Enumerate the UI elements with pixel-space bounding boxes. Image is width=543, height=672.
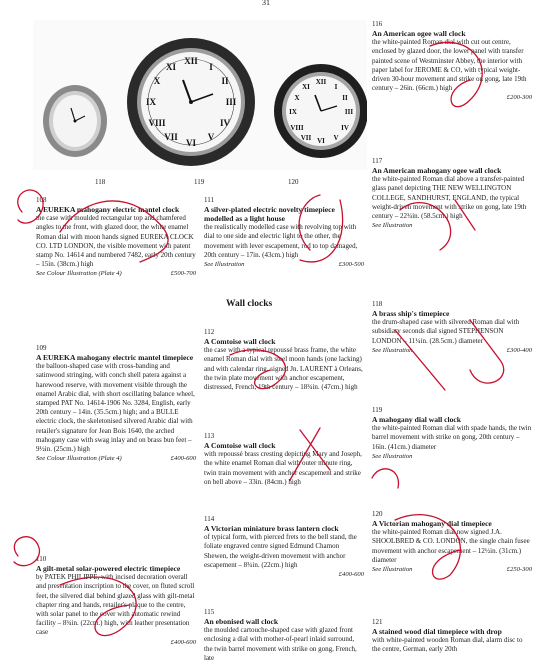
svg-text:III: III bbox=[344, 108, 354, 116]
svg-text:IV: IV bbox=[341, 124, 349, 132]
lot-title: A Victorian miniature brass lantern clock bbox=[204, 524, 339, 534]
svg-text:XI: XI bbox=[165, 62, 177, 72]
svg-text:IX: IX bbox=[289, 108, 297, 116]
photo-caption-119: 119 bbox=[194, 178, 205, 186]
lot-description: with white-painted wooden Roman dial, alarm disc to the centre, German, early 20th bbox=[372, 636, 523, 654]
lot-title: An ebonised wall clock bbox=[204, 617, 279, 627]
lot-number: 108 bbox=[36, 196, 47, 204]
lot-number: 115 bbox=[204, 608, 215, 616]
svg-text:I: I bbox=[209, 62, 213, 72]
lot-description: the white-painted Roman dial with spade hands, the twin barrel movement with strike on gong, 20th century – 16in. (41cm.) diameter bbox=[372, 424, 532, 451]
svg-text:XII: XII bbox=[315, 78, 327, 86]
lot-120 bbox=[372, 510, 532, 574]
estimate: £300-500 bbox=[338, 261, 364, 269]
lot-number: 111 bbox=[204, 196, 214, 204]
lot-description: the white-painted Roman dial above a transfer-painted glass panel depicting THE NEW WELLINGTON COLLEGE, SANDHURST, ENGLAND, the typical weight-driven movement with strike on gong, late 19th century – 22¾in. (58.5cm.) high bbox=[372, 175, 527, 221]
lot-title: A Comtoise wall clock bbox=[204, 441, 276, 451]
lot-footer bbox=[372, 565, 532, 574]
svg-text:X: X bbox=[294, 94, 300, 102]
lot-number: 117 bbox=[372, 157, 383, 165]
svg-text:IX: IX bbox=[145, 97, 157, 107]
illustration-note: See Illustration bbox=[204, 261, 245, 269]
lot-description: of typical form, with pierced frets to the bell stand, the foliate engraved centre signed Edmund Chamon Shewen, the weight-driven movement with anchor escapement – 8¾in. (22cm.) high bbox=[204, 533, 357, 569]
lot-description: the white-painted Roman dial with cut out centre, enclosed by glazed door, the lower panel with transfer painted scene of Westminster Abbey, the interior with paper label for JEROME & CO, with typical weight-driven 30-hour movement and strike on gong, late 19th century – 26in. (66cm.) high bbox=[372, 38, 527, 93]
svg-text:V: V bbox=[333, 134, 339, 142]
lot-description: by PATEK PHILIPPE, with incised decoration overall and presentation inscription to the cover, on fluted scroll feet, the silvered dial behind glazed glass with gilt-metal chapter ring and hands, retailer's plaque to the centre, with solar panel to the cover with automatic rewind facility – 8¾in. (22cm.) high, with leather presentation case bbox=[36, 573, 195, 637]
lot-number: 112 bbox=[204, 328, 215, 336]
svg-text:I: I bbox=[334, 83, 338, 91]
lot-title: A mahogany dial wall clock bbox=[372, 415, 462, 425]
lot-title: A EUREKA mahogany electric mantel timepiece bbox=[36, 353, 194, 363]
svg-text:V: V bbox=[207, 132, 215, 142]
lot-117 bbox=[372, 157, 532, 230]
illustration-note: See Colour Illustration (Plate 4) bbox=[36, 455, 122, 463]
lot-113 bbox=[204, 432, 364, 487]
lot-title: A EUREKA mahogany electric mantel clock bbox=[36, 205, 180, 215]
estimate: £200-300 bbox=[506, 94, 532, 102]
svg-text:IV: IV bbox=[219, 118, 231, 128]
lot-title: A Comtoise wall clock bbox=[204, 337, 276, 347]
lot-118 bbox=[372, 300, 532, 355]
svg-text:II: II bbox=[221, 76, 229, 86]
estimate: £300-400 bbox=[506, 346, 532, 354]
svg-text:XI: XI bbox=[302, 83, 310, 91]
lot-footer bbox=[372, 346, 532, 355]
estimate: £400-600 bbox=[170, 638, 196, 646]
clocks-photograph bbox=[33, 20, 367, 170]
lot-title: An American ogee wall clock bbox=[372, 29, 466, 39]
lot-116 bbox=[372, 20, 532, 103]
svg-text:VIII: VIII bbox=[290, 124, 304, 132]
lot-footer bbox=[372, 93, 532, 102]
lot-115 bbox=[204, 608, 364, 663]
lot-121 bbox=[372, 618, 532, 655]
illustration-note: See Colour Illustration (Plate 4) bbox=[36, 270, 122, 278]
lot-description: the balloon-shaped case with cross-banding and satinwood stringing, with conch shell patera against a harewood reserve, with movement visible through the enamel Arabic dial, with short oscillating balance wheel, stamped PAT No. 14614-1906 No. 3284, English, early 20th century – 14in. (35.5cm.) high; and a BULLE electric clock, the skeletonised silvered Arabic dial with retailer's signature for Jean Bois 1640, the arched mahogany case with swag inlay and on brass bun feet – 9½in. (25cm.) high bbox=[36, 362, 195, 454]
photo-caption-118: 118 bbox=[95, 178, 106, 186]
svg-text:VII: VII bbox=[300, 134, 312, 142]
svg-text:VIII: VIII bbox=[148, 118, 166, 128]
lot-footer bbox=[36, 269, 196, 278]
lot-footer bbox=[372, 221, 532, 230]
lot-description: the case with a typical repoussé brass frame, the white enamel Roman dial with steel moon hands (one lacking) and with calendar ring, signed Jn. LAURENT à Orleans, the twin plate movement with anchor escapement, distressed, French, 19th century – 18¾in. (47cm.) high bbox=[204, 346, 363, 392]
illustration-note: See Illustration bbox=[372, 452, 413, 460]
svg-text:XII: XII bbox=[184, 56, 198, 66]
illustration-note: See Illustration bbox=[372, 566, 413, 574]
lot-description: the case with moulded rectangular top and chamfered angles to the front, with glazed door, the white enamel Roman dial with moon hands signed EUREKA CLOCK CO. LTD LONDON, the visible movement with patent stamp No. 14614 and numbered 7482, early 20th century – 15in. (38cm.) high bbox=[36, 214, 196, 269]
lot-number: 113 bbox=[204, 432, 215, 440]
estimate: £400-600 bbox=[170, 455, 196, 463]
svg-text:X: X bbox=[153, 76, 161, 86]
photo-caption-120: 120 bbox=[288, 178, 299, 186]
lot-description: the white-painted Roman dial now signed J.A. SHOOLBRED & CO. LONDON, the single chain fusee movement with anchor escapement – 12½in. (31cm.) diameter bbox=[372, 528, 530, 564]
lot-description: with repoussé brass cresting depicting Mary and Joseph, the white enamel Roman dial with outer minute ring, twin train movement with anchor escapement and strike on bell above – 33in. (84cm.) high bbox=[204, 450, 362, 486]
page-number: 31 bbox=[262, 0, 270, 7]
lot-number: 118 bbox=[372, 300, 383, 308]
lot-title: A brass ship's timepiece bbox=[372, 309, 450, 319]
illustration-note: See Illustration bbox=[372, 346, 413, 354]
svg-text:VI: VI bbox=[185, 138, 197, 148]
lot-number: 119 bbox=[372, 406, 383, 414]
section-heading: Wall clocks bbox=[226, 299, 273, 309]
svg-text:III: III bbox=[225, 97, 237, 107]
lot-title: A stained wood dial timepiece with drop bbox=[372, 627, 502, 637]
lot-footer bbox=[36, 454, 196, 463]
lot-114 bbox=[204, 515, 364, 579]
lot-number: 109 bbox=[36, 344, 47, 352]
lot-footer bbox=[372, 452, 532, 461]
lot-title: A silver-plated electric novelty timepiece modelled as a light house bbox=[204, 205, 335, 224]
lot-number: 110 bbox=[36, 555, 47, 563]
lot-119 bbox=[372, 406, 532, 461]
lot-description: the realistically modelled case with revolving top with dial to one side and electric light to the other, the movement with lever escapement, rod to top damaged, 20th century – 17in. (43cm.) high bbox=[204, 223, 358, 259]
lot-110 bbox=[36, 555, 196, 647]
svg-text:VII: VII bbox=[164, 132, 178, 142]
lot-109 bbox=[36, 344, 196, 463]
lot-title: An American mahogany ogee wall clock bbox=[372, 166, 502, 176]
lot-number: 120 bbox=[372, 510, 383, 518]
lot-footer bbox=[36, 638, 196, 647]
lot-number: 121 bbox=[372, 618, 383, 626]
estimate: £400-600 bbox=[338, 571, 364, 579]
lot-footer bbox=[204, 260, 364, 269]
svg-text:VI: VI bbox=[317, 137, 325, 145]
lot-description: the drum-shaped case with silvered Roman dial with subsidiary seconds dial signed STEPHENSON LONDON – 11¼in. (28.5cm.) diameter bbox=[372, 318, 520, 345]
lot-description: the moulded cartouche-shaped case with glazed front enclosing a dial with mother-of-pearl inlaid surround, the twin barrel movement with strike on gong, French, late bbox=[204, 626, 357, 662]
lot-footer bbox=[204, 570, 364, 579]
illustration-note: See Illustration bbox=[372, 222, 413, 230]
lot-111 bbox=[204, 196, 364, 269]
svg-text:II: II bbox=[342, 94, 348, 102]
estimate: £250-300 bbox=[506, 566, 532, 574]
lot-108 bbox=[36, 196, 196, 279]
lot-number: 114 bbox=[204, 515, 215, 523]
lot-title: A Victorian mahogany dial timepiece bbox=[372, 519, 492, 529]
lot-title: A gilt-metal solar-powered electric timepiece bbox=[36, 564, 181, 574]
lot-112 bbox=[204, 328, 364, 392]
lot-number: 116 bbox=[372, 20, 383, 28]
estimate: £500-700 bbox=[170, 270, 196, 278]
